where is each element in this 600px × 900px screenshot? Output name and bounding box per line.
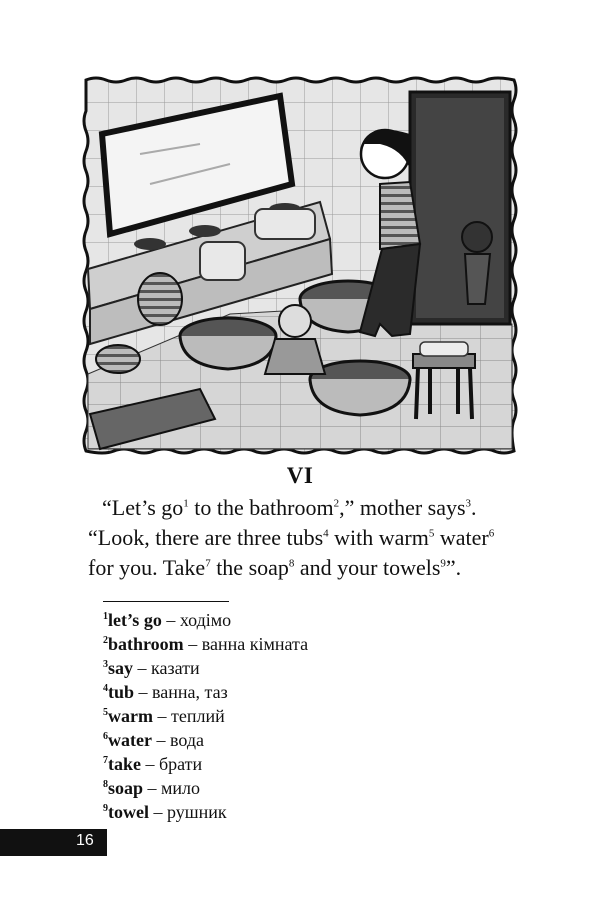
page-number: 16 bbox=[76, 832, 94, 849]
bathroom-illustration bbox=[80, 74, 520, 457]
story-text bbox=[88, 493, 528, 583]
footnote-divider bbox=[103, 601, 229, 602]
glossary-item: $^4$tub – ванна, таз bbox=[103, 682, 228, 702]
story-line-3: for you. Take$^7$ the soap$^8$ and your towels$^9$”. bbox=[88, 555, 462, 580]
glossary bbox=[103, 608, 503, 824]
chapter-heading: VI bbox=[286, 463, 314, 488]
glossary-item: $^9$towel – рушник bbox=[103, 802, 227, 822]
glossary-item: $^1$let’s go – ходімо bbox=[103, 610, 232, 630]
story-line-2: “Look, there are three tubs$^4$ with warm$^5$ water$^6$ bbox=[88, 525, 495, 550]
glossary-item: $^5$warm – теплий bbox=[103, 706, 225, 726]
glossary-item: $^6$water – вода bbox=[103, 730, 204, 750]
glossary-item: $^3$say – казати bbox=[103, 658, 200, 678]
story-line-1: “Let’s $go^1$ to the bathroom$^2$,” mother says$^3$. bbox=[102, 495, 477, 520]
glossary-item: $^8$soap – мило bbox=[103, 778, 201, 798]
glossary-item: $^7$take – брати bbox=[103, 754, 203, 774]
glossary-item: $^2$bathroom – ванна кімната bbox=[103, 634, 309, 654]
